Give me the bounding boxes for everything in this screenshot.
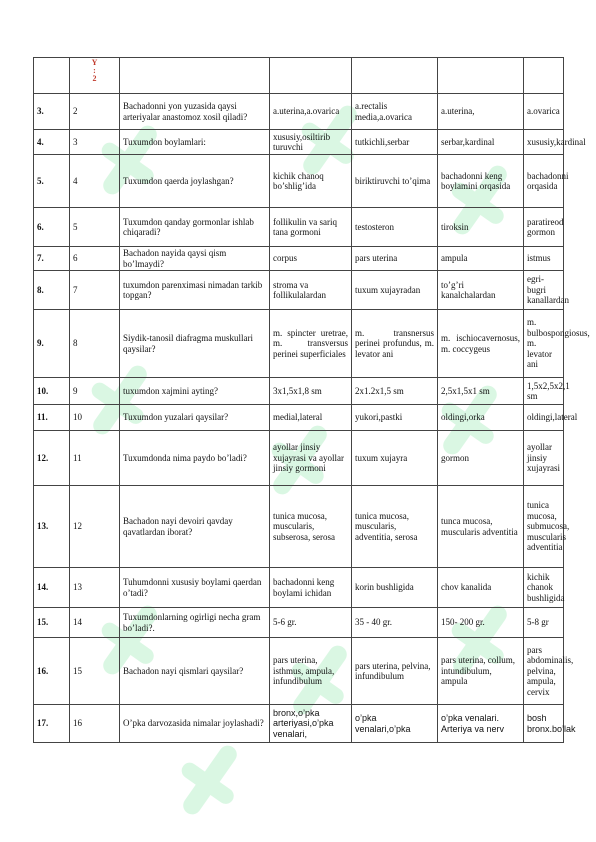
header-cell-y [70, 58, 120, 94]
table-row [34, 378, 564, 405]
header-cell-blank [438, 58, 524, 94]
answer-a: medial,lateral [270, 405, 352, 431]
answer-b: a.rectalis media,a.ovarica [352, 94, 438, 130]
question-text: Siydik-tanosil diafragma muskullari qaysilar? [120, 310, 270, 378]
answer-d: bosh bronx.bo’lak [524, 705, 564, 743]
answer-d: 5-8 gr [524, 608, 564, 638]
answer-d: xususiy,kardinal [524, 130, 564, 155]
answer-c: m. ischiocavernosus, m. coccygeus [438, 310, 524, 378]
answer-c: ampula [438, 247, 524, 271]
answer-a: ayollar jinsiy xujayrasi va ayollar jinsiy gormoni [270, 431, 352, 486]
table-row [34, 94, 564, 130]
row-index: 17. [34, 705, 70, 743]
table-row [34, 208, 564, 247]
answer-c: 2,5x1,5x1 sm [438, 378, 524, 405]
answer-b: tunica mucosa, muscularis, adventitia, serosa [352, 486, 438, 568]
question-text: Tuxumdon qaerda joylashgan? [120, 155, 270, 208]
answer-a: m. spincter uretrae, m. transversus perinei superficiales [270, 310, 352, 378]
table-row [34, 705, 564, 743]
row-index: 4. [34, 130, 70, 155]
row-index: 5. [34, 155, 70, 208]
table-row [34, 155, 564, 208]
answer-d: istmus [524, 247, 564, 271]
table-row [34, 271, 564, 310]
answer-d: ayollar jinsiy xujayrasi [524, 431, 564, 486]
answer-b: tuxum xujayradan [352, 271, 438, 310]
answer-c: to’g’ri kanalchalardan [438, 271, 524, 310]
table-row [34, 130, 564, 155]
answer-a: a.uterina,a.ovarica [270, 94, 352, 130]
question-text: Tuhumdonni xususiy boylami qaerdan o’tadi? [120, 568, 270, 608]
answer-b: yukori,pastki [352, 405, 438, 431]
table-row [34, 310, 564, 378]
question-text: tuxumdon parenximasi nimadan tarkib topgan? [120, 271, 270, 310]
answer-d: m. bulbospongiosus, m. levator ani [524, 310, 564, 378]
row-index: 3. [34, 94, 70, 130]
question-number: 5 [70, 208, 120, 247]
answer-a: 3x1,5x1,8 sm [270, 378, 352, 405]
answer-b: pars uterina, pelvina, infundibulum [352, 638, 438, 705]
answer-a: corpus [270, 247, 352, 271]
question-number: 15 [70, 638, 120, 705]
table-row [34, 568, 564, 608]
answer-b: 2x1.2x1,5 sm [352, 378, 438, 405]
answer-a: pars uterina, isthmus, ampula, infundibulum [270, 638, 352, 705]
question-number: 14 [70, 608, 120, 638]
question-text: Bachadon nayi qismlari qaysilar? [120, 638, 270, 705]
answer-a: stroma va follikulalardan [270, 271, 352, 310]
row-index: 10. [34, 378, 70, 405]
row-index: 13. [34, 486, 70, 568]
answer-c: gormon [438, 431, 524, 486]
answer-b: biriktiruvchi to’qima [352, 155, 438, 208]
row-index: 16. [34, 638, 70, 705]
question-text: Tuxumdon boylamlari: [120, 130, 270, 155]
answer-d: pars abdominalis, pelvina, ampula, cervix [524, 638, 564, 705]
question-number: 11 [70, 431, 120, 486]
row-index: 11. [34, 405, 70, 431]
table-row [34, 247, 564, 271]
answer-b: tuxum xujayra [352, 431, 438, 486]
answer-a: tunica mucosa, muscularis, subserosa, serosa [270, 486, 352, 568]
question-number: 13 [70, 568, 120, 608]
row-index: 15. [34, 608, 70, 638]
header-cell-blank [34, 58, 70, 94]
header-char: : [93, 66, 96, 75]
question-number: 10 [70, 405, 120, 431]
question-number: 2 [70, 94, 120, 130]
answer-b: pars uterina [352, 247, 438, 271]
answer-c: bachadonni keng boylamini orqasida [438, 155, 524, 208]
table-row [34, 608, 564, 638]
question-text: Tuxumdon qanday gormonlar ishlab chiqaradi? [120, 208, 270, 247]
answer-b: m. transnersus perinei profundus, m. levator ani [352, 310, 438, 378]
answer-b: 35 - 40 gr. [352, 608, 438, 638]
answer-c: oldingi,orka [438, 405, 524, 431]
answer-b: o’pka venalari,o’pka [352, 705, 438, 743]
answer-b: korin bushligida [352, 568, 438, 608]
answer-c: serbar,kardinal [438, 130, 524, 155]
row-index: 6. [34, 208, 70, 247]
row-index: 8. [34, 271, 70, 310]
question-number: 16 [70, 705, 120, 743]
answer-d: 1,5x2,5x2,1 sm [524, 378, 564, 405]
header-char: Y [91, 58, 98, 67]
question-number: 3 [70, 130, 120, 155]
answer-a: bachadonni keng boylami ichidan [270, 568, 352, 608]
question-number: 12 [70, 486, 120, 568]
question-text: Tuxumdon yuzalari qaysilar? [120, 405, 270, 431]
question-text: Bachadon nayida qaysi qism bo’lmaydi? [120, 247, 270, 271]
answer-b: tutkichli,serbar [352, 130, 438, 155]
row-index: 14. [34, 568, 70, 608]
question-number: 9 [70, 378, 120, 405]
answer-c: pars uterina, collum, intundibulum, ampula [438, 638, 524, 705]
question-number: 7 [70, 271, 120, 310]
answer-d: paratireod gormon [524, 208, 564, 247]
questions-table [33, 57, 590, 743]
question-text: Tuxumdonda nima paydo bo’ladi? [120, 431, 270, 486]
answer-d: kichik chanok bushligida [524, 568, 564, 608]
answer-c: tunca mucosa, muscularis adventitia [438, 486, 524, 568]
table-row [34, 638, 564, 705]
answer-a: bronx,o’pka arteriyasi,o’pka venalari, [270, 705, 352, 743]
answer-c: 150- 200 gr. [438, 608, 524, 638]
answer-c: chov kanalida [438, 568, 524, 608]
answer-a: xususiy,osiltirib turuvchi [270, 130, 352, 155]
question-number: 6 [70, 247, 120, 271]
row-index: 12. [34, 431, 70, 486]
header-cell-blank [270, 58, 352, 94]
answer-d: a.ovarica [524, 94, 564, 130]
answer-c: o’pka venalari. Arteriya va nerv [438, 705, 524, 743]
question-text: Bachadonni yon yuzasida qaysi arteriyalar anastomoz xosil qiladi? [120, 94, 270, 130]
answer-a: follikulin va sariq tana gormoni [270, 208, 352, 247]
answer-a: kichik chanoq bo’shlig’ida [270, 155, 352, 208]
answer-a: 5-6 gr. [270, 608, 352, 638]
question-text: O’pka darvozasida nimalar joylashadi? [120, 705, 270, 743]
table-row [34, 486, 564, 568]
row-index: 9. [34, 310, 70, 378]
header-cell-blank [120, 58, 270, 94]
question-text: tuxumdon xajmini ayting? [120, 378, 270, 405]
header-char: 2 [92, 74, 97, 83]
answer-b: testosteron [352, 208, 438, 247]
header-cell-blank [524, 58, 564, 94]
answer-d: oldingi,lateral [524, 405, 564, 431]
row-index: 7. [34, 247, 70, 271]
header-cell-blank [352, 58, 438, 94]
question-number: 4 [70, 155, 120, 208]
answer-d: bachadonni orqasida [524, 155, 564, 208]
question-text: Tuxumdonlarning ogirligi necha gram bo’ladi?. [120, 608, 270, 638]
answer-d: tunica mucosa, submucosa, muscularis adventitia [524, 486, 564, 568]
question-text: Bachadon nayi devoiri qavday qavatlardan iborat? [120, 486, 270, 568]
answer-c: tiroksin [438, 208, 524, 247]
answer-c: a.uterina, [438, 94, 524, 130]
table-row [34, 405, 564, 431]
question-number: 8 [70, 310, 120, 378]
table-row [34, 431, 564, 486]
answer-d: egri-bugri kanallardan [524, 271, 564, 310]
header-row [34, 58, 564, 94]
